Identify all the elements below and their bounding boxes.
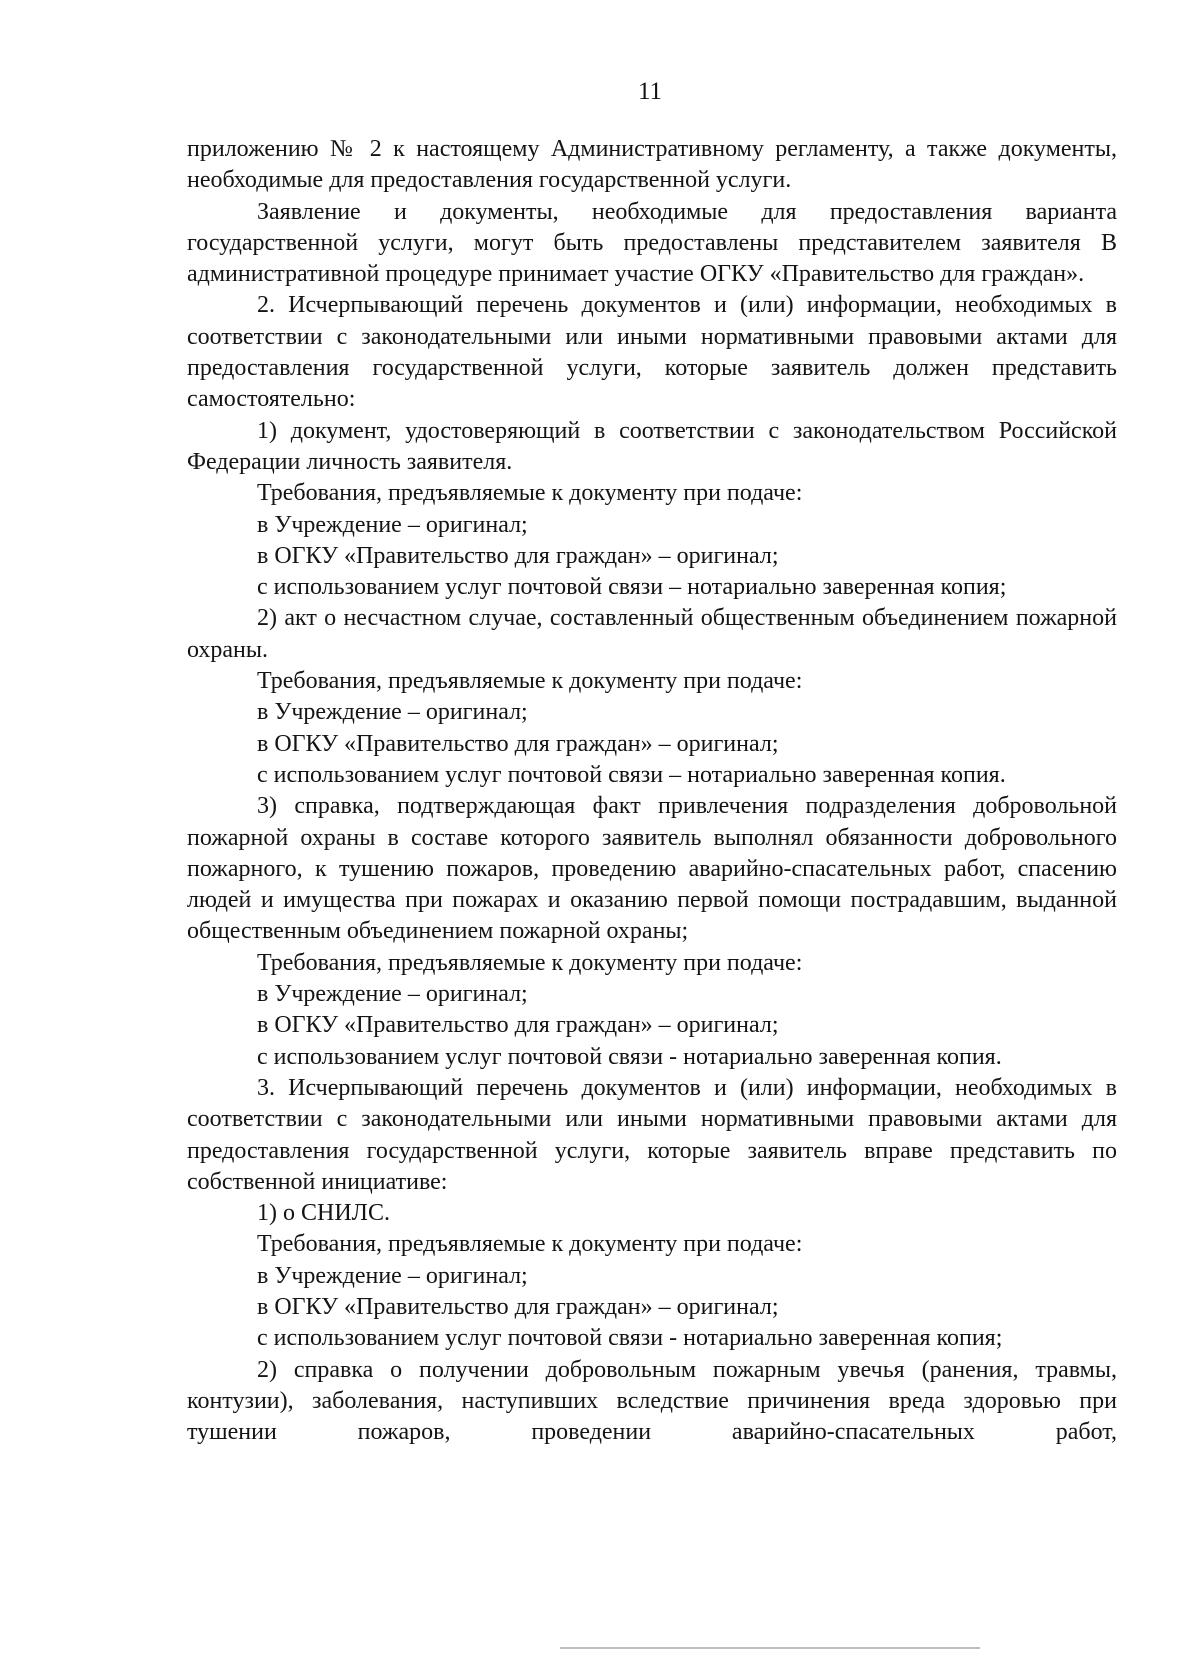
- paragraph: Требования, предъявляемые к документу при подаче:: [257, 949, 803, 976]
- paragraph: в Учреждение – оригинал;: [257, 699, 528, 726]
- paragraph: в ОГКУ «Правительство для граждан» – оригинал;: [257, 1293, 779, 1320]
- paragraph: с использованием услуг почтовой связи - нотариально заверенная копия;: [257, 1325, 1003, 1352]
- paragraph: 1) документ, удостоверяющий в соответствии с законодательством Российской Федерации личность заявителя.: [187, 417, 1117, 475]
- paragraph: в ОГКУ «Правительство для граждан» – оригинал;: [257, 730, 779, 757]
- paragraph: 2) справка о получении добровольным пожарным увечья (ранения, травмы, контузии), заболевания, наступивших вследствие причинения вреда здоровью при тушении пожаров, проведении аварийно-спасательных работ,: [187, 1356, 1117, 1446]
- paragraph: в Учреждение – оригинал;: [257, 981, 528, 1008]
- document-body: [187, 134, 1117, 1448]
- paragraph: в Учреждение – оригинал;: [257, 511, 528, 538]
- paragraph: Требования, предъявляемые к документу при подаче:: [257, 480, 803, 507]
- page-number: 11: [637, 78, 663, 105]
- paragraph: в Учреждение – оригинал;: [257, 1262, 528, 1289]
- paragraph: 3) справка, подтверждающая факт привлечения подразделения добровольной пожарной охраны в составе которого заявитель выполнял обязанности добровольного пожарного, к тушению пожаров, проведению аварийно-спасательных работ, спасению людей и имущества при пожарах и оказанию первой помощи пострадавшим, выданной общественным объединением пожарной охраны;: [187, 793, 1117, 945]
- paragraph: 1) о СНИЛС.: [257, 1200, 390, 1227]
- paragraph: в ОГКУ «Правительство для граждан» – оригинал;: [257, 1012, 779, 1039]
- paragraph: 3. Исчерпывающий перечень документов и (или) информации, необходимых в соответствии с законодательными или иными нормативными правовыми актами для предоставления государственной услуги, которые заявитель вправе представить по собственной инициативе:: [187, 1074, 1117, 1195]
- footer-divider: [560, 1647, 980, 1649]
- paragraph: Заявление и документы, необходимые для предоставления варианта государственной услуги, могут быть предоставлены представителем заявителя В административной процедуре принимает участие ОГКУ «Правительство для граждан».: [187, 198, 1117, 288]
- paragraph: Требования, предъявляемые к документу при подаче:: [257, 1231, 803, 1258]
- paragraph: с использованием услуг почтовой связи – нотариально заверенная копия;: [257, 574, 1007, 601]
- paragraph: с использованием услуг почтовой связи – нотариально заверенная копия.: [257, 761, 1006, 788]
- paragraph: 2. Исчерпывающий перечень документов и (или) информации, необходимых в соответствии с законодательными или иными нормативными правовыми актами для предоставления государственной услуги, которые заявитель должен представить самостоятельно:: [187, 292, 1117, 413]
- paragraph: приложению № 2 к настоящему Административному регламенту, а также документы, необходимые для предоставления государственной услуги.: [187, 136, 1117, 194]
- paragraph: Требования, предъявляемые к документу при подаче:: [257, 668, 803, 695]
- paragraph: с использованием услуг почтовой связи - нотариально заверенная копия.: [257, 1043, 1002, 1070]
- paragraph: в ОГКУ «Правительство для граждан» – оригинал;: [257, 542, 779, 569]
- paragraph: 2) акт о несчастном случае, составленный общественным объединением пожарной охраны.: [187, 605, 1117, 663]
